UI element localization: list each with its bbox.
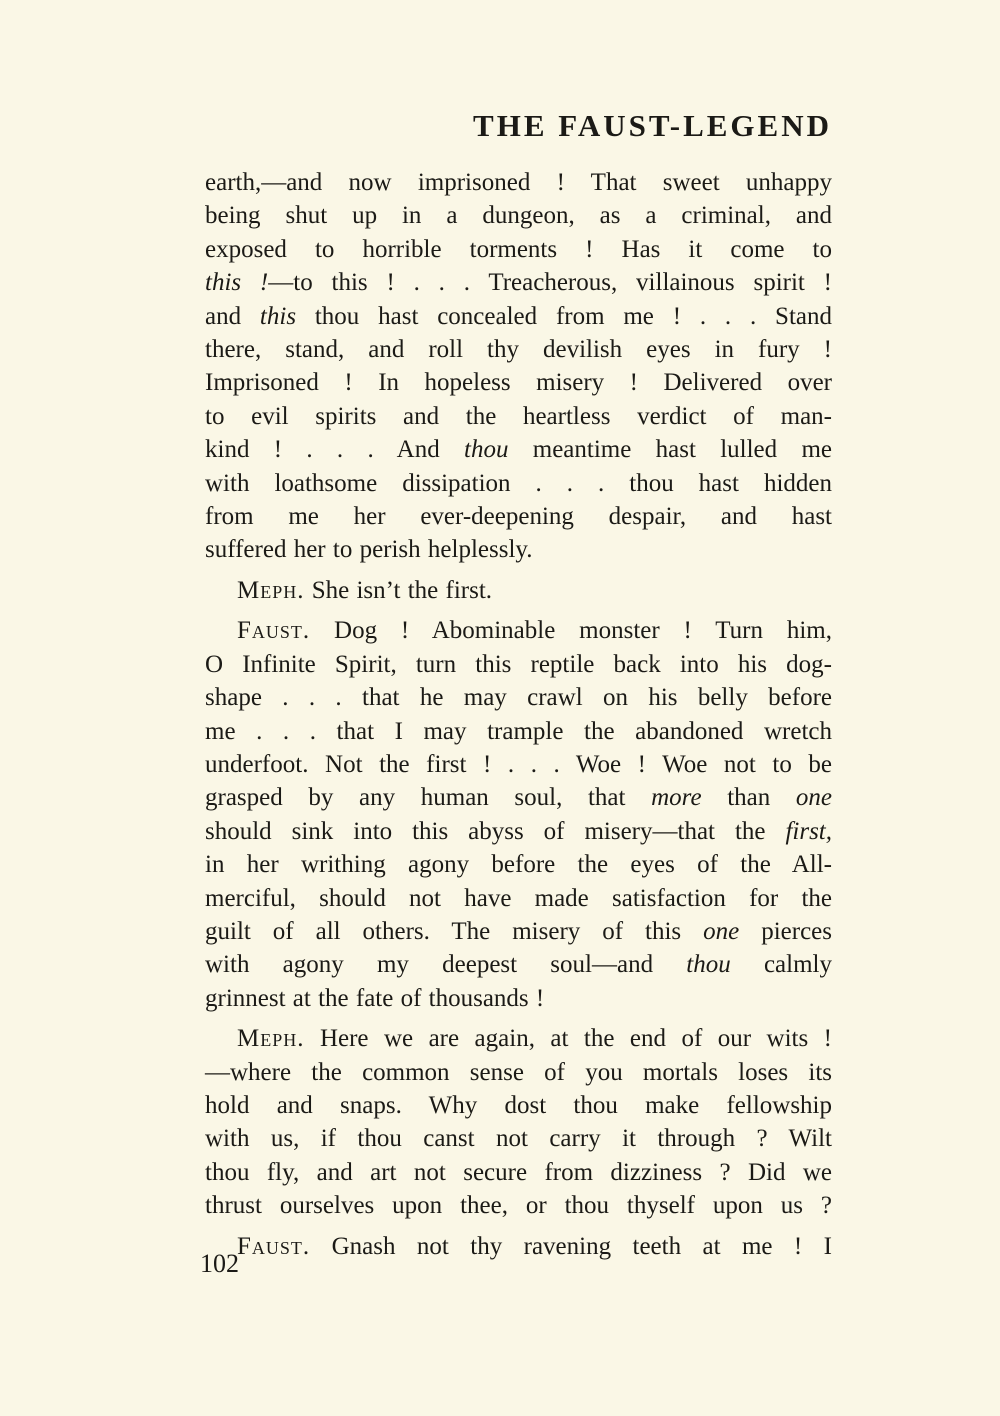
- body-text: with us, if thou canst not carry it through ? Wilt: [205, 1125, 832, 1153]
- emphasized-text: first,: [785, 817, 832, 845]
- speaker-name: Faust.: [237, 1232, 311, 1260]
- body-text: —to this ! . . . Treacherous, villainous spirit !: [268, 269, 832, 297]
- body-text: me . . . that I may trample the abandoned wretch: [205, 717, 832, 745]
- text-line: [205, 366, 832, 399]
- text-line: [205, 648, 832, 681]
- body-text: underfoot. Not the first ! . . . Woe ! Woe not to be: [205, 750, 832, 778]
- running-header: THE FAUST-LEGEND: [473, 108, 832, 143]
- body-text: —where the common sense of you mortals loses its: [205, 1058, 832, 1086]
- body-text: earth,—and now imprisoned ! That sweet unhappy: [205, 169, 832, 196]
- body-text: shape . . . that he may crawl on his belly before: [205, 684, 832, 712]
- body-text: and: [205, 302, 260, 330]
- text-line: [205, 199, 832, 232]
- emphasized-text: thou: [686, 951, 731, 979]
- text-line: [205, 400, 832, 433]
- body-text: suffered her to perish helplessly.: [205, 536, 533, 564]
- text-line: [205, 614, 832, 647]
- text-line: [205, 915, 832, 948]
- emphasized-text: thou: [464, 436, 509, 464]
- body-text: thou hast concealed from me ! . . . Stand: [296, 302, 832, 330]
- body-text: Imprisoned ! In hopeless misery ! Delivered over: [205, 369, 832, 397]
- text-line: [205, 1156, 832, 1189]
- text-line: [205, 433, 832, 466]
- body-text: O Infinite Spirit, turn this reptile back into his dog-: [205, 650, 832, 678]
- body-text: guilt of all others. The misery of this: [205, 917, 704, 945]
- body-text: Dog ! Abominable monster ! Turn him,: [310, 617, 832, 645]
- emphasized-text: this: [259, 302, 297, 330]
- page-number: 102: [200, 1249, 239, 1278]
- body-text: with agony my deepest soul—and: [205, 951, 687, 979]
- speaker-name: Faust.: [237, 617, 311, 645]
- text-line: [205, 1230, 832, 1263]
- text-line: [205, 574, 832, 607]
- body-text: being shut up in a dungeon, as a criminal, and: [205, 202, 832, 230]
- body-text: Gnash not thy ravening teeth at me ! I: [310, 1232, 832, 1260]
- text-line: [205, 333, 832, 366]
- body-text: grinnest at the fate of thousands !: [205, 984, 545, 1012]
- text-line: [205, 500, 832, 533]
- text-line: [205, 948, 832, 981]
- body-text: should sink into this abyss of misery—that the: [205, 817, 786, 845]
- body-text: meantime hast lulled me: [508, 436, 832, 464]
- text-line: [205, 815, 832, 848]
- text-line: [205, 882, 832, 915]
- text-line: [205, 266, 832, 299]
- body-text: in her writhing agony before the eyes of the All-: [205, 851, 832, 879]
- speaker-name: Meph.: [237, 1025, 305, 1053]
- speaker-name: Meph.: [237, 576, 305, 604]
- emphasized-text: this !: [205, 269, 269, 297]
- text-line: [205, 781, 832, 814]
- text-line: [205, 715, 832, 748]
- body-text: pierces: [739, 917, 832, 945]
- body-text: grasped by any human soul, that: [205, 784, 652, 812]
- text-line: [205, 300, 832, 333]
- body-text: from me her ever-deepening despair, and hast: [205, 503, 832, 531]
- text-line: [205, 748, 832, 781]
- paragraph: [205, 166, 832, 567]
- body-text: thou fly, and art not secure from dizziness ? Did we: [205, 1158, 832, 1186]
- body-text: kind ! . . . And: [205, 436, 465, 464]
- text-line: [205, 533, 832, 566]
- paragraph: [205, 1022, 832, 1222]
- text-line: [205, 1022, 832, 1055]
- body-text: than: [701, 784, 796, 812]
- text-line: [205, 166, 832, 199]
- body-text: She isn’t the first.: [304, 576, 493, 604]
- emphasized-text: more: [651, 784, 702, 812]
- body-text: to evil spirits and the heartless verdict of man-: [205, 402, 832, 430]
- body-text: merciful, should not have made satisfaction for the: [205, 884, 832, 912]
- body-text: thrust ourselves upon thee, or thou thyself upon us ?: [205, 1192, 832, 1220]
- body-text: hold and snaps. Why dost thou make fellowship: [205, 1091, 832, 1119]
- body-text: there, stand, and roll thy devilish eyes in fury !: [205, 336, 832, 364]
- body-text: with loathsome dissipation . . . thou hast hidden: [205, 469, 832, 497]
- text-line: [205, 1056, 832, 1089]
- text-column: [205, 108, 832, 1263]
- body-text: exposed to horrible torments ! Has it come to: [205, 235, 832, 263]
- paragraph: [205, 1230, 832, 1263]
- text-line: [205, 1089, 832, 1122]
- text-line: [205, 681, 832, 714]
- body-text: Here we are again, at the end of our wits !: [304, 1025, 832, 1053]
- text-line: [205, 233, 832, 266]
- paragraph: [205, 574, 832, 607]
- text-block: [205, 166, 832, 1263]
- body-text: calmly: [730, 951, 832, 979]
- text-line: [205, 1122, 832, 1155]
- text-line: [205, 982, 832, 1015]
- text-line: [205, 1189, 832, 1222]
- emphasized-text: one: [795, 784, 832, 812]
- emphasized-text: one: [703, 917, 740, 945]
- text-line: [205, 848, 832, 881]
- paragraph: [205, 614, 832, 1015]
- text-line: [205, 467, 832, 500]
